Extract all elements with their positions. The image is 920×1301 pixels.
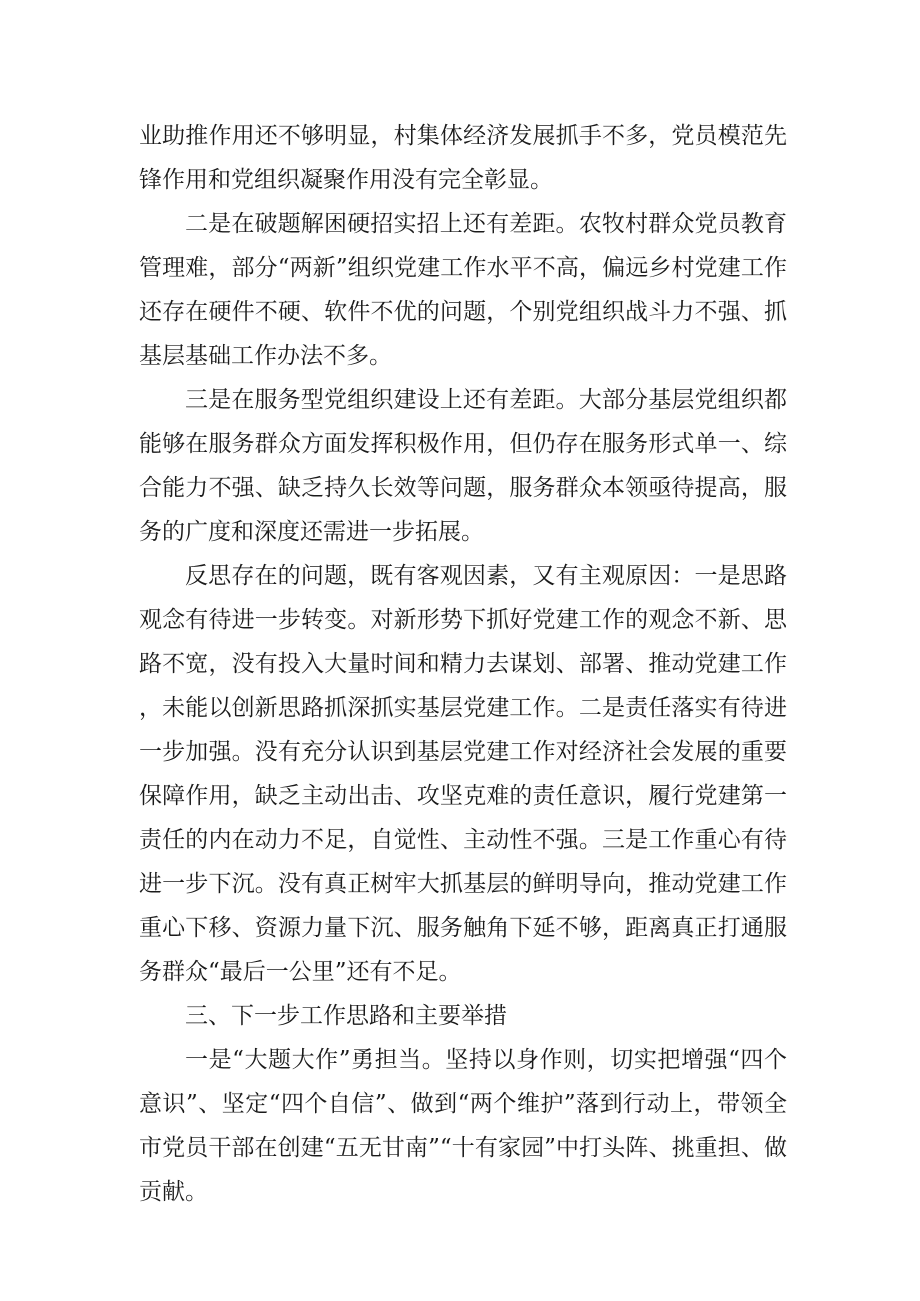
document-body: [139, 114, 787, 1214]
paragraph-measure-one: 一是“大题大作”勇担当。坚持以身作则，切实把增强“四个意识”、坚定“四个自信”、做到“两个维护”落到行动上，带领全市党员干部在创建“五无甘南”“十有家园”中打头阵、挑重担、做贡献。: [139, 1047, 787, 1205]
paragraph-problem-two: 二是在破题解困硬招实招上还有差距。农牧村群众党员教育管理难，部分“两新”组织党建工作水平不高，偏远乡村党建工作还存在硬件不硬、软件不优的问题，个别党组织战斗力不强、抓基层基础工作办法不多。: [139, 211, 787, 369]
paragraph-reflection: 反思存在的问题，既有客观因素，又有主观原因：一是思路观念有待进一步转变。对新形势下抓好党建工作的观念不新、思路不宽，没有投入大量时间和精力去谋划、部署、推动党建工作，未能以创新思路抓深抓实基层党建工作。二是责任落实有待进一步加强。没有充分认识到基层党建工作对经济社会发展的重要保障作用，缺乏主动出击、攻坚克难的责任意识，履行党建第一责任的内在动力不足，自觉性、主动性不强。三是工作重心有待进一步下沉。没有真正树牢大抓基层的鲜明导向，推动党建工作重心下移、资源力量下沉、服务触角下延不够，距离真正打通服务群众“最后一公里”还有不足。: [139, 563, 787, 985]
paragraph-problem-three: 三是在服务型党组织建设上还有差距。大部分基层党组织都能够在服务群众方面发挥积极作用，但仍存在服务形式单一、综合能力不强、缺乏持久长效等问题，服务群众本领亟待提高，服务的广度和深度还需进一步拓展。: [139, 387, 787, 545]
paragraph-continuation: 业助推作用还不够明显，村集体经济发展抓手不多，党员模范先锋作用和党组织凝聚作用没有完全彰显。: [139, 123, 787, 193]
section-heading-next-steps: 三、下一步工作思路和主要举措: [185, 1003, 507, 1029]
